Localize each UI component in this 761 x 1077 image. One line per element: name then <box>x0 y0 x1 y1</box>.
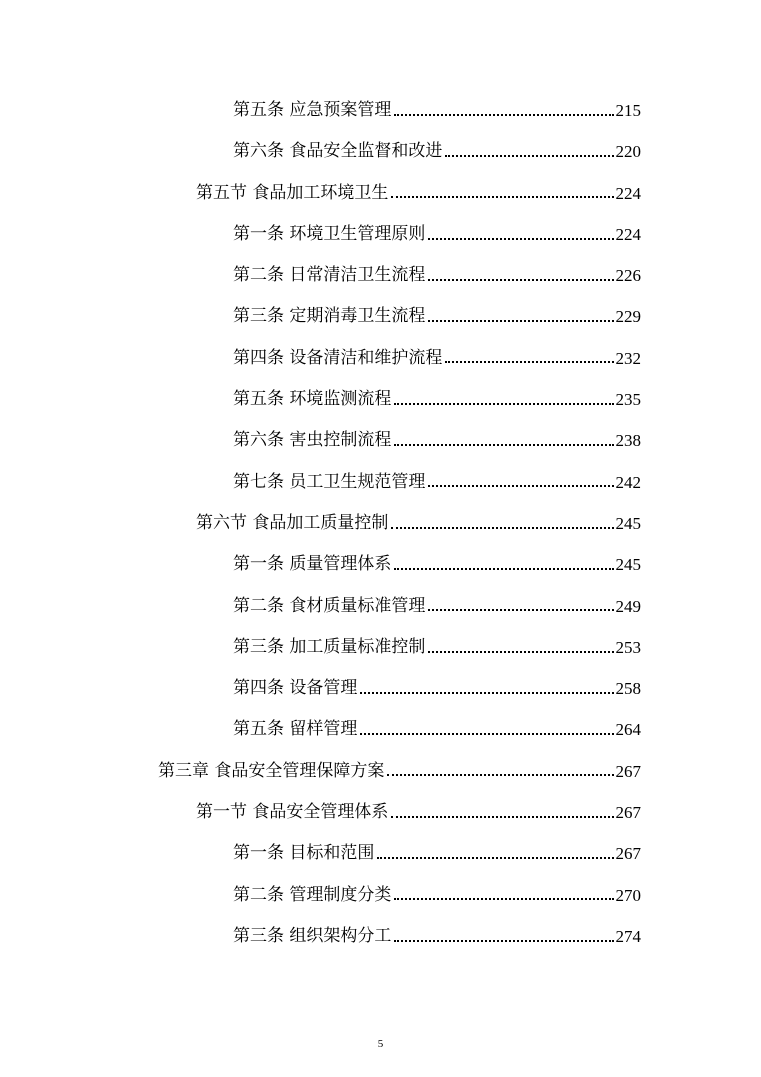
dot-leader <box>394 403 613 405</box>
toc-entry-page: 258 <box>615 679 641 699</box>
toc-entry[interactable] <box>0 627 641 668</box>
toc-entry[interactable] <box>0 503 641 544</box>
dot-leader <box>360 692 613 694</box>
toc-entry-page: 264 <box>615 720 641 740</box>
toc-entry[interactable] <box>0 131 641 172</box>
toc-entry-page: 224 <box>615 224 641 244</box>
toc-entry-title: 第二条 日常清洁卫生流程 <box>233 265 426 286</box>
toc-entry-page: 249 <box>615 596 641 616</box>
dot-leader <box>445 361 613 363</box>
toc-entry[interactable] <box>0 751 641 792</box>
toc-entry-title: 第六节 食品加工质量控制 <box>196 512 389 533</box>
toc-entry-page: 267 <box>615 761 641 781</box>
toc-entry-page: 245 <box>615 513 641 533</box>
toc-entry[interactable] <box>0 586 641 627</box>
toc-entry-page: 242 <box>615 472 641 492</box>
toc-entry-title: 第六条 食品安全监督和改进 <box>233 141 443 162</box>
toc-entry-page: 270 <box>615 885 641 905</box>
toc-entry[interactable] <box>0 668 641 709</box>
toc-entry[interactable] <box>0 916 641 957</box>
table-of-contents <box>0 90 761 957</box>
toc-entry-title: 第一条 质量管理体系 <box>233 554 392 575</box>
toc-entry[interactable] <box>0 255 641 296</box>
toc-entry[interactable] <box>0 792 641 833</box>
toc-entry-page: 238 <box>615 431 641 451</box>
dot-leader <box>360 733 613 735</box>
toc-entry-page: 226 <box>615 266 641 286</box>
toc-entry[interactable] <box>0 833 641 874</box>
dot-leader <box>394 898 613 900</box>
dot-leader <box>445 155 613 157</box>
toc-entry[interactable] <box>0 709 641 750</box>
toc-entry[interactable] <box>0 338 641 379</box>
dot-leader <box>394 444 613 446</box>
toc-entry-page: 274 <box>615 926 641 946</box>
page-number: 5 <box>377 1038 384 1050</box>
toc-entry-page: 232 <box>615 348 641 368</box>
toc-entry-title: 第三条 定期消毒卫生流程 <box>233 306 426 327</box>
toc-entry-title: 第一条 目标和范围 <box>233 843 375 864</box>
dot-leader <box>428 485 613 487</box>
dot-leader <box>428 238 613 240</box>
toc-entry-title: 第六条 害虫控制流程 <box>233 430 392 451</box>
dot-leader <box>377 857 613 859</box>
toc-entry-title: 第三条 组织架构分工 <box>233 925 392 946</box>
toc-entry-page: 267 <box>615 844 641 864</box>
toc-entry-title: 第五节 食品加工环境卫生 <box>196 182 389 203</box>
toc-entry[interactable] <box>0 462 641 503</box>
dot-leader <box>394 940 613 942</box>
dot-leader <box>391 196 613 198</box>
toc-entry-page: 215 <box>615 101 641 120</box>
toc-entry-page: 245 <box>615 555 641 575</box>
toc-entry-page: 229 <box>615 307 641 327</box>
toc-entry-title: 第五条 环境监测流程 <box>233 389 392 410</box>
toc-entry[interactable] <box>0 90 641 131</box>
toc-entry-title: 第三条 加工质量标准控制 <box>233 636 426 657</box>
toc-entry-title: 第一条 环境卫生管理原则 <box>233 223 426 244</box>
dot-leader <box>394 114 613 116</box>
toc-entry-page: 220 <box>615 142 641 162</box>
toc-entry-title: 第二条 食材质量标准管理 <box>233 595 426 616</box>
toc-entry-title: 第四条 设备清洁和维护流程 <box>233 347 443 368</box>
dot-leader <box>428 320 613 322</box>
toc-entry-title: 第三章 食品安全管理保障方案 <box>158 760 385 781</box>
toc-entry-title: 第一节 食品安全管理体系 <box>196 802 389 823</box>
toc-entry-page: 224 <box>615 183 641 203</box>
dot-leader <box>428 279 613 281</box>
toc-entry-page: 253 <box>615 637 641 657</box>
toc-entry-page: 235 <box>615 390 641 410</box>
dot-leader <box>391 816 613 818</box>
toc-entry[interactable] <box>0 214 641 255</box>
toc-entry[interactable] <box>0 420 641 461</box>
toc-entry-title: 第五条 应急预案管理 <box>233 100 392 120</box>
toc-entry[interactable] <box>0 544 641 585</box>
toc-entry[interactable] <box>0 875 641 916</box>
toc-entry-title: 第四条 设备管理 <box>233 678 358 699</box>
dot-leader <box>394 568 613 570</box>
toc-entry[interactable] <box>0 296 641 337</box>
dot-leader <box>428 651 613 653</box>
toc-entry-page: 267 <box>615 803 641 823</box>
toc-entry-title: 第七条 员工卫生规范管理 <box>233 471 426 492</box>
toc-entry[interactable] <box>0 379 641 420</box>
toc-entry-title: 第五条 留样管理 <box>233 719 358 740</box>
toc-entry-title: 第二条 管理制度分类 <box>233 884 392 905</box>
dot-leader <box>387 774 613 776</box>
dot-leader <box>428 609 613 611</box>
toc-entry[interactable] <box>0 173 641 214</box>
dot-leader <box>391 527 613 529</box>
